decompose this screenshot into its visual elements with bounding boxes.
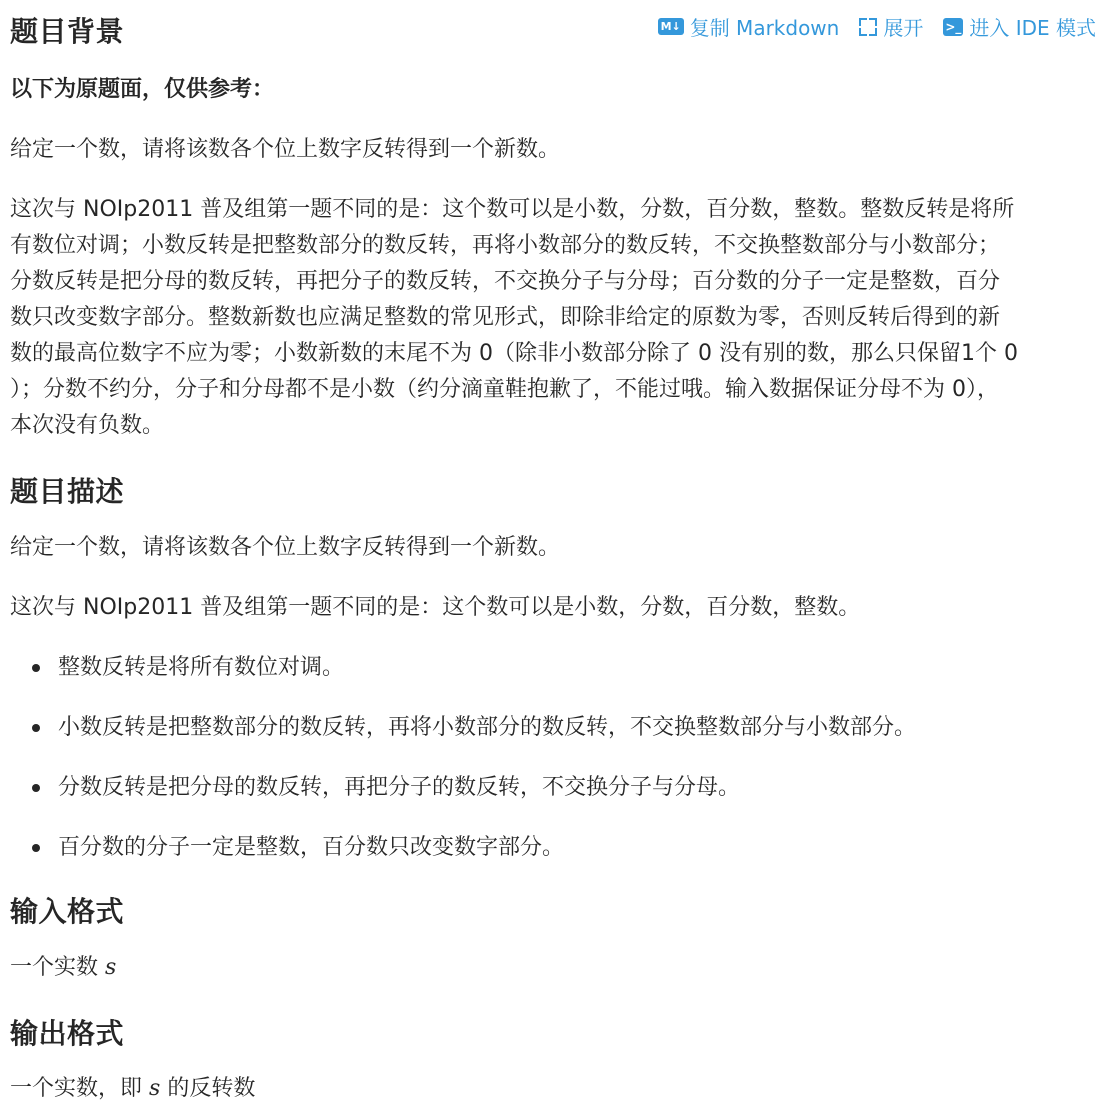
enter-ide-button[interactable] [943,12,1096,41]
background-paragraph-2 [10,192,1100,444]
output-format-label-before: 一个实数，即 [10,1076,143,1101]
description-heading: 题目描述 [10,475,125,508]
problem-toolbar [658,12,1096,41]
input-format-text [10,950,1100,986]
expand-icon [859,18,877,36]
background-line: 分数反转是把分母的数反转，再把分子的数反转，不交换分子与分母；百分数的分子一定是整数，百分 [10,269,1001,294]
output-format-text [10,1071,1100,1107]
list-item: 分数反转是把分母的数反转，再把分子的数反转，不交换分子与分母。 [10,766,1100,826]
background-line: 这次与 NOIp2011 普及组第一题不同的是：这个数可以是小数，分数，百分数，整数。整数反转是将所 [10,197,1015,222]
input-variable: s [105,955,117,980]
description-paragraph-1: 给定一个数，请将该数各个位上数字反转得到一个新数。 [10,535,561,560]
background-line: 有数位对调；小数反转是把整数部分的数反转，再将小数部分的数反转，不交换整数部分与小数部分； [10,233,1001,258]
terminal-icon: >_ [945,19,962,34]
copy-markdown-label: 复制 Markdown [689,16,840,40]
enter-ide-label: 进入 IDE 模式 [969,16,1096,40]
background-note: 以下为原题面，仅供参考： [10,77,275,102]
output-variable: s [149,1076,161,1101]
input-format-heading: 输入格式 [10,895,125,928]
markdown-icon: M↓ [658,18,684,35]
expand-label: 展开 [883,16,924,40]
input-format-label: 一个实数 [10,955,99,980]
description-list [10,646,1100,886]
background-line: 数的最高位数字不应为零；小数新数的末尾不为 0（除非小数部分除了 0 没有别的数，那么只保留1个 0 [10,341,1018,366]
output-format-heading: 输出格式 [10,1017,125,1050]
background-line: 数只改变数字部分。整数新数也应满足整数的常见形式，即除非给定的原数为零，否则反转后得到的新 [10,305,1001,330]
description-paragraph-2: 这次与 NOIp2011 普及组第一题不同的是：这个数可以是小数，分数，百分数，整数。 [10,595,861,620]
background-line: 本次没有负数。 [10,413,165,438]
expand-button[interactable] [859,12,923,41]
list-item: 百分数的分子一定是整数，百分数只改变数字部分。 [10,826,1100,886]
background-paragraph-1: 给定一个数，请将该数各个位上数字反转得到一个新数。 [10,137,561,162]
output-format-label-after: 的反转数 [167,1076,256,1101]
background-heading: 题目背景 [10,15,125,48]
background-line: ）；分数不约分，分子和分母都不是小数（约分滴童鞋抱歉了，不能过哦。输入数据保证分母不为 0）， [10,377,999,402]
copy-markdown-button[interactable] [658,12,840,41]
list-item: 小数反转是把整数部分的数反转，再将小数部分的数反转，不交换整数部分与小数部分。 [10,706,1100,766]
list-item: 整数反转是将所有数位对调。 [10,646,1100,706]
